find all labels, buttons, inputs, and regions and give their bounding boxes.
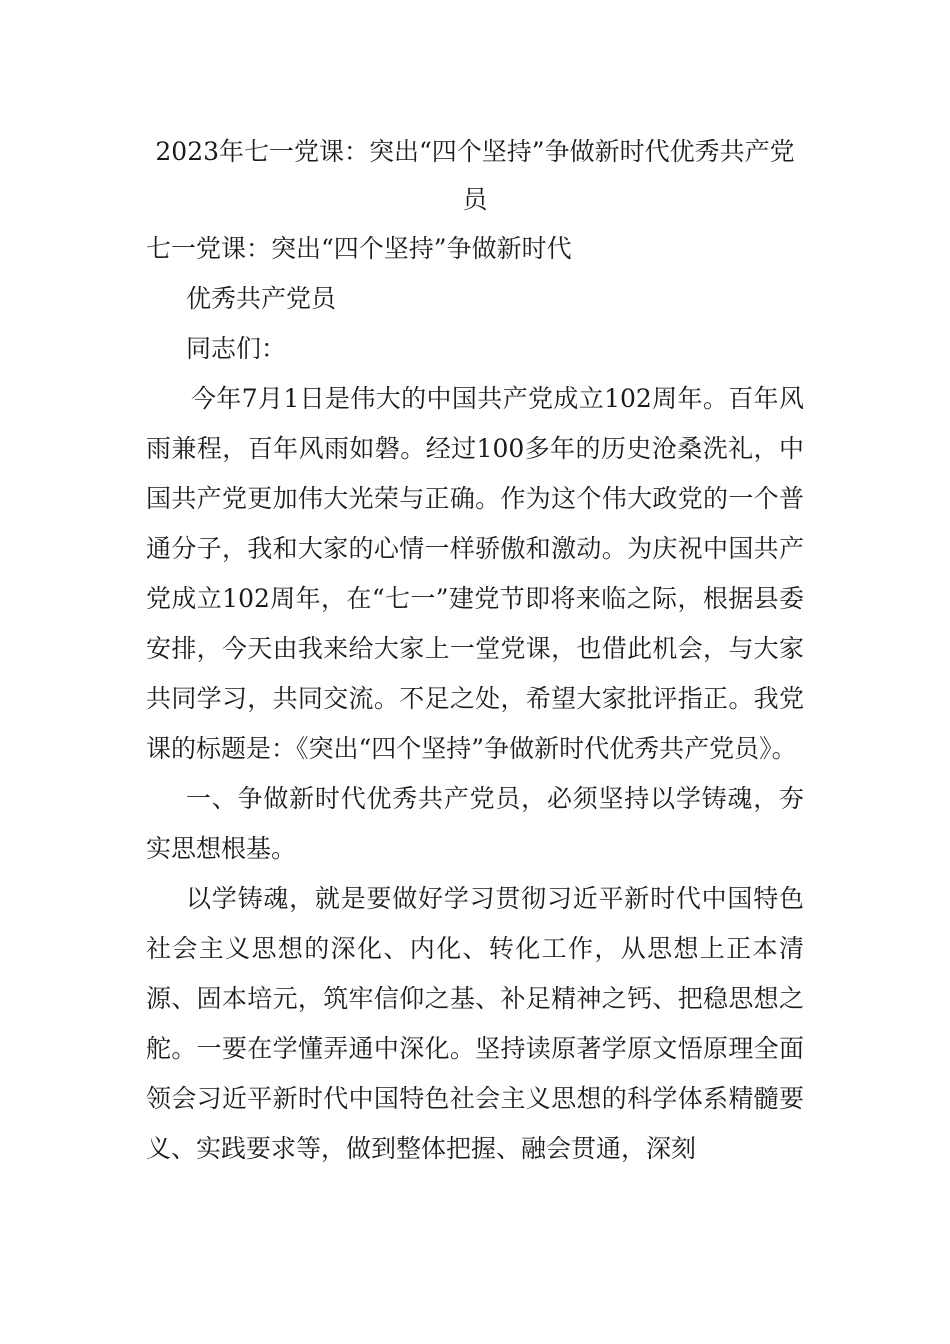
document-title: 2023年七一党课：突出“四个坚持”争做新时代优秀共产党员 bbox=[155, 137, 795, 214]
heading-line-2: 优秀共产党员 bbox=[186, 284, 337, 313]
section-heading-1: 一、争做新时代优秀共产党员，必须坚持以学铸魂，夯实思想根基。 bbox=[146, 784, 804, 863]
heading-line-1: 七一党课：突出“四个坚持”争做新时代 bbox=[146, 234, 572, 263]
paragraph-1: 今年7月1日是伟大的中国共产党成立102周年。百年风雨兼程，百年风雨如磐。经过100多年的历史沧桑洗礼，中国共产党更加伟大光荣与正确。作为这个伟大政党的一个普通分子，我和大家的心情一样骄傲和激动。为庆祝中国共产党成立102周年，在“七一”建党节即将来临之际，根据县委安排，今天由我来给大家上一堂党课，也借此机会，与大家共同学习，共同交流。不足之处，希望大家批评指正。我党课的标题是：《突出“四个坚持”争做新时代优秀共产党员》。 bbox=[146, 384, 804, 763]
document-page bbox=[146, 128, 804, 1174]
paragraph-2: 以学铸魂，就是要做好学习贯彻习近平新时代中国特色社会主义思想的深化、内化、转化工作，从思想上正本清源、固本培元，筑牢信仰之基、补足精神之钙、把稳思想之舵。一要在学懂弄通中深化。坚持读原著学原文悟原理全面领会习近平新时代中国特色社会主义思想的科学体系精髓要义、实践要求等，做到整体把握、融会贯通，深刻 bbox=[146, 884, 804, 1163]
salutation: 同志们： bbox=[186, 334, 287, 363]
